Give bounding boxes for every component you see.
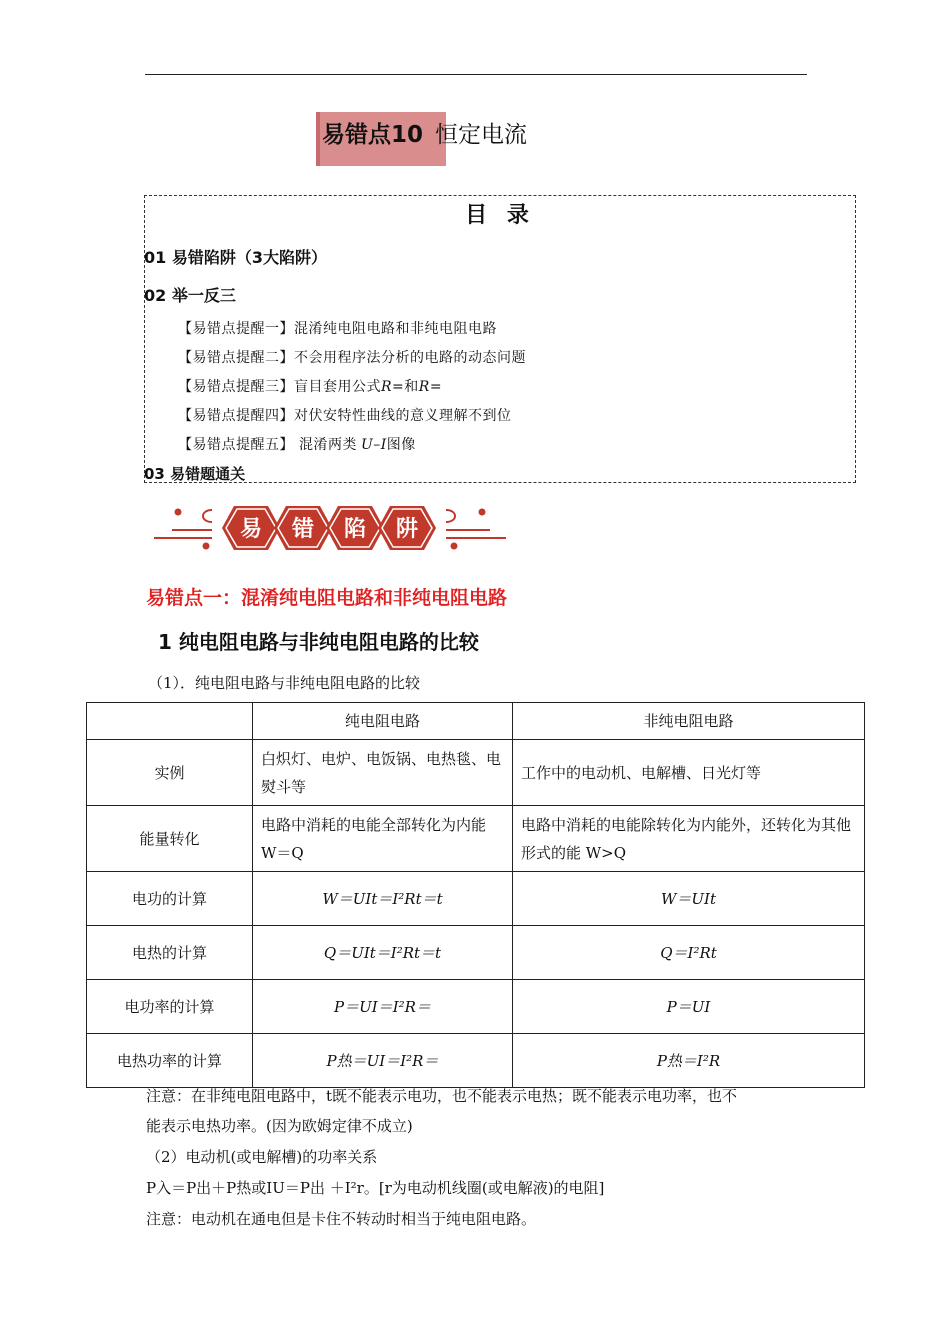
toc-sub-5-ui: U–I: [360, 437, 387, 453]
banner-right-ornament: [446, 510, 506, 549]
note-1-line-2: 能表示电热功率。(因为欧姆定律不成立): [146, 1117, 413, 1135]
toc-sub-5-text: 【易错点提醒五】 混淆两类: [178, 437, 357, 453]
table-cell-label: 能量转化: [87, 806, 253, 872]
toc-sub-3-eq1: =和: [392, 379, 419, 395]
toc-sub-3-r1: R: [381, 379, 393, 395]
toc-sub-3[interactable]: [178, 376, 442, 396]
comparison-table: [86, 702, 865, 1088]
toc-sub-3-text: 【易错点提醒三】盲目套用公式: [178, 379, 381, 395]
table-cell-label: 电功的计算: [87, 872, 253, 926]
table-cell-pure: P热＝UI＝I²R＝: [253, 1034, 513, 1088]
toc-item-examples[interactable]: 02 举一反三: [144, 286, 236, 305]
table-row: [87, 980, 865, 1034]
banner-left-ornament: [154, 510, 212, 549]
toc-sub-5[interactable]: [178, 434, 416, 454]
toc-sub-4[interactable]: 【易错点提醒四】对伏安特性曲线的意义理解不到位: [178, 408, 512, 424]
table-caption: （1）．纯电阻电路与非纯电阻电路的比较: [148, 674, 421, 692]
title-topic: 恒定电流: [435, 122, 528, 148]
table-row: [87, 872, 865, 926]
table-row: [87, 1034, 865, 1088]
toc-item-traps[interactable]: 01 易错陷阱（3大陷阱）: [144, 248, 327, 267]
toc-sub-5-post: 图像: [386, 437, 416, 453]
table-row: [87, 806, 865, 872]
table-cell-nonpure: Q＝I²Rt: [513, 926, 865, 980]
table-header-cell: [87, 703, 253, 740]
table-cell-label: 电功率的计算: [87, 980, 253, 1034]
section-heading: 易错点一：混淆纯电阻电路和非纯电阻电路: [146, 587, 508, 609]
table-cell-nonpure: 工作中的电动机、电解槽、日光灯等: [513, 740, 865, 806]
title-bold: 易错点10: [322, 122, 424, 148]
motor-power-formula: P入＝P出＋P热或IU＝P出 ＋I²r。[r为电动机线圈(或电解液)的电阻]: [146, 1179, 605, 1197]
toc-sub-3-eq2: =: [429, 379, 443, 395]
table-cell-nonpure: 电路中消耗的电能除转化为内能外，还转化为其他形式的能 W>Q: [513, 806, 865, 872]
toc-heading: 目 录: [465, 203, 535, 228]
header-rule: [145, 74, 807, 75]
title-highlight-edge: [316, 112, 320, 166]
section-banner: [150, 500, 510, 558]
table-cell-pure: P＝UI＝I²R＝: [253, 980, 513, 1034]
table-cell-label: 电热的计算: [87, 926, 253, 980]
table-row: [87, 926, 865, 980]
note-2: 注意：电动机在通电但是卡住不转动时相当于纯电阻电路。: [146, 1210, 537, 1228]
toc-sub-2[interactable]: 【易错点提醒二】不会用程序法分析的电路的动态问题: [178, 350, 526, 366]
table-row: [87, 740, 865, 806]
table-cell-pure: 电路中消耗的电能全部转化为内能 W＝Q: [253, 806, 513, 872]
table-header-row: [87, 703, 865, 740]
table-header-cell: 非纯电阻电路: [513, 703, 865, 740]
table-header-cell: 纯电阻电路: [253, 703, 513, 740]
banner-char-1: 易: [239, 517, 263, 542]
banner-char-3: 陷: [343, 517, 367, 542]
page-title: [322, 116, 527, 149]
toc-sub-1[interactable]: 【易错点提醒一】混淆纯电阻电路和非纯电阻电路: [178, 321, 497, 337]
banner-char-2: 错: [291, 517, 315, 542]
toc-sub-3-r2: R: [418, 379, 430, 395]
table-cell-pure: Q＝UIt＝I²Rt＝t: [253, 926, 513, 980]
table-cell-nonpure: P热＝I²R: [513, 1034, 865, 1088]
banner-char-4: 阱: [395, 517, 419, 542]
table-cell-nonpure: P＝UI: [513, 980, 865, 1034]
table-cell-nonpure: W＝UIt: [513, 872, 865, 926]
motor-power-heading: （2）电动机(或电解槽)的功率关系: [146, 1148, 378, 1166]
section-subtitle: 1 纯电阻电路与非纯电阻电路的比较: [158, 630, 479, 654]
table-cell-pure: 白炽灯、电炉、电饭锅、电热毯、电熨斗等: [253, 740, 513, 806]
note-1-line-1: 注意：在非纯电阻电路中，t既不能表示电功，也不能表示电热；既不能表示电功率，也不: [146, 1087, 738, 1105]
table-cell-label: 电热功率的计算: [87, 1034, 253, 1088]
toc-item-exercises[interactable]: 03 易错题通关: [144, 465, 246, 483]
table-cell-pure: W＝UIt＝I²Rt＝t: [253, 872, 513, 926]
table-cell-label: 实例: [87, 740, 253, 806]
